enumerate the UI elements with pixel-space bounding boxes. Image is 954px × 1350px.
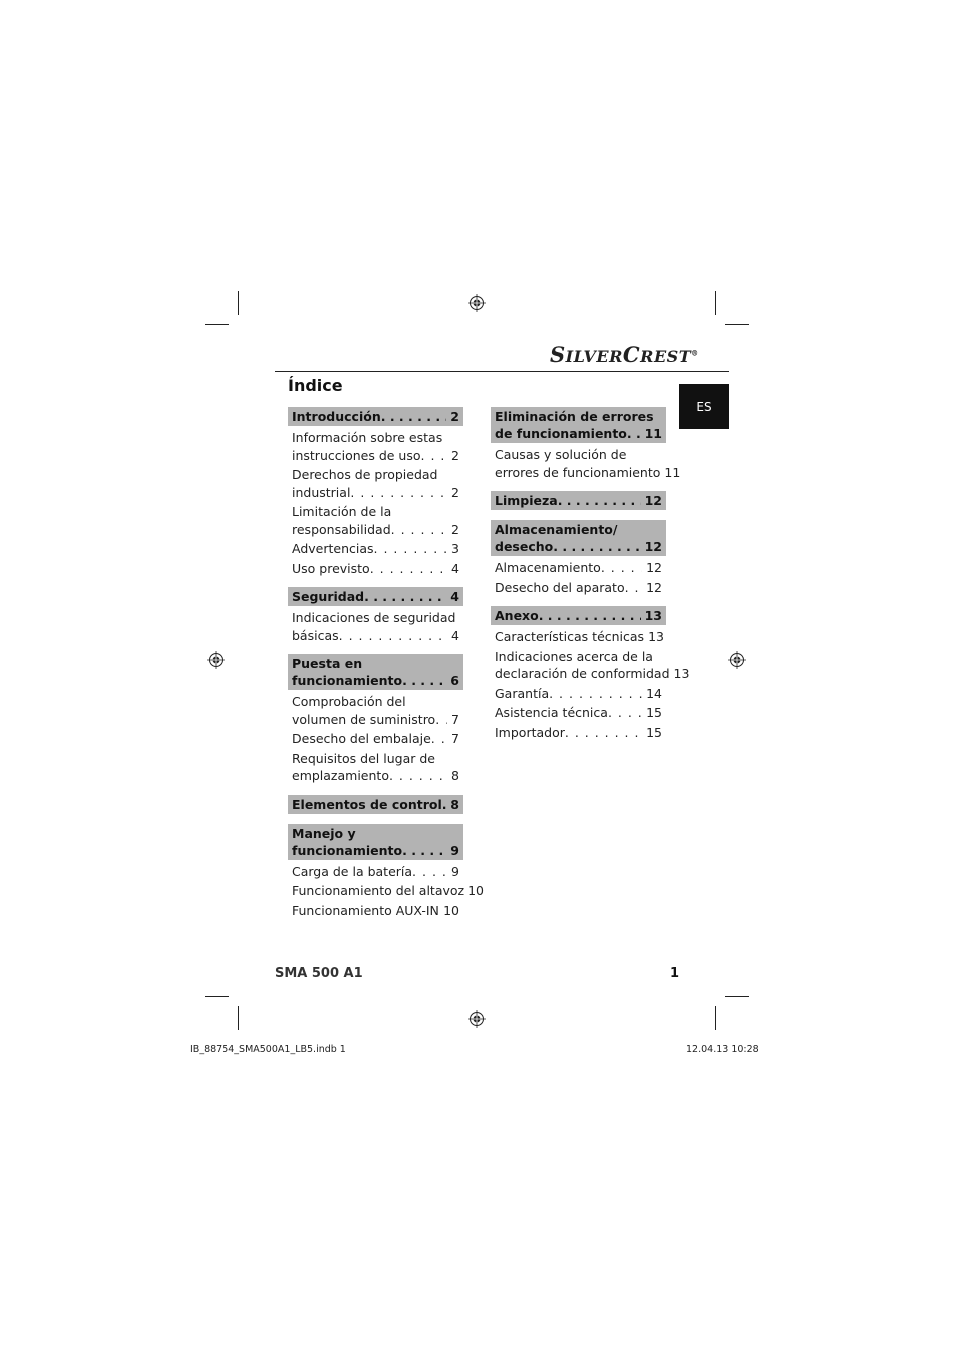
crop-mark (238, 1006, 239, 1030)
crop-mark (725, 324, 749, 325)
leader-dots (350, 484, 447, 502)
toc-section (288, 795, 463, 814)
toc-heading-text: Seguridad (292, 589, 365, 604)
toc-section-heading[interactable] (491, 491, 666, 510)
toc-entry-text: Comprobación del (292, 694, 406, 709)
toc-entry[interactable] (288, 693, 463, 728)
page-number: 1 (670, 966, 680, 981)
toc-entry[interactable] (491, 559, 666, 577)
toc-entry-text: Importador (495, 724, 565, 740)
registration-mark-icon (728, 651, 746, 669)
toc-page-number: 6 (450, 673, 459, 688)
toc-right-column (491, 407, 690, 751)
leader-dots (627, 425, 641, 442)
registration-mark-icon (207, 651, 225, 669)
toc-heading-text: funcionamiento (292, 842, 403, 858)
crop-mark (715, 1006, 716, 1030)
toc-entry[interactable] (491, 685, 666, 703)
imprint-file: IB_88754_SMA500A1_LB5.indb 1 (190, 1044, 346, 1055)
toc-page-number: 9 (451, 863, 459, 879)
toc-entry[interactable] (491, 628, 666, 646)
toc-page-number: 8 (450, 796, 459, 812)
toc-entry-text: Indicaciones de seguridad (292, 610, 456, 625)
toc-page-number: 15 (646, 705, 662, 720)
toc-page-number: 4 (450, 589, 459, 604)
toc-entry[interactable] (288, 609, 463, 644)
toc-entry-text: Causas y solución de (495, 447, 627, 462)
toc-section (491, 520, 666, 596)
toc-page-number: 2 (451, 521, 459, 537)
toc-entry[interactable] (491, 704, 666, 722)
toc-entry-text: instrucciones de uso (292, 447, 421, 463)
toc-page-number: 7 (451, 711, 459, 727)
toc-section-heading[interactable] (491, 606, 666, 625)
toc-heading-text: funcionamiento (292, 673, 403, 688)
toc-section-heading[interactable] (288, 795, 463, 814)
toc-entry-text: Carga de la batería (292, 863, 413, 879)
toc-page-number: 2 (450, 409, 459, 424)
toc-section-heading[interactable] (288, 654, 463, 690)
leader-dots (431, 730, 447, 748)
toc-entry-text: Funcionamiento AUX-IN (292, 902, 439, 918)
leader-dots (364, 588, 446, 605)
toc-page-number: 15 (646, 724, 662, 740)
toc-left-column (288, 407, 484, 929)
toc-entry-text: errores de funcionamiento (495, 464, 661, 480)
toc-entry-text: Almacenamiento (495, 560, 601, 575)
toc-entry-text: Garantía (495, 685, 550, 701)
toc-entry[interactable] (288, 863, 463, 881)
crop-mark (205, 996, 229, 997)
toc-page-number: 2 (451, 484, 459, 500)
leader-dots (339, 627, 447, 645)
leader-dots (412, 863, 447, 881)
leader-dots (402, 842, 446, 859)
toc-entry-text: Advertencias (292, 541, 374, 556)
toc-section (491, 606, 690, 741)
crop-mark (238, 291, 239, 315)
toc-entry[interactable] (288, 540, 463, 558)
toc-heading-text: Elementos de control (292, 796, 442, 812)
toc-page-number: 4 (451, 627, 459, 643)
toc-entry-text: Funcionamiento del altavoz (292, 883, 465, 898)
crop-mark (205, 324, 229, 325)
toc-page-number: 8 (451, 768, 459, 783)
toc-entry[interactable] (491, 724, 666, 742)
leader-dots (608, 704, 642, 722)
toc-entry-text: emplazamiento (292, 768, 389, 783)
toc-section-heading[interactable] (491, 520, 666, 556)
toc-entry-text: declaración de conformidad (495, 666, 670, 681)
toc-section-heading[interactable] (288, 587, 463, 606)
toc-section-heading[interactable] (491, 407, 666, 443)
toc-entry[interactable] (288, 466, 463, 501)
toc-page-number: 3 (451, 541, 459, 556)
leader-dots (370, 560, 447, 578)
toc-section (491, 491, 666, 510)
toc-entry[interactable] (491, 579, 666, 597)
toc-page-number: 12 (644, 539, 662, 554)
toc-entry[interactable] (288, 560, 463, 578)
toc-page-number: 10 (468, 883, 484, 898)
toc-section (288, 407, 463, 577)
toc-entry-text: Requisitos del lugar de (292, 750, 435, 766)
toc-page-number: 11 (644, 426, 662, 441)
toc-entry[interactable] (288, 503, 463, 538)
crop-mark (725, 996, 749, 997)
toc-section (288, 654, 463, 785)
toc-page-number: 10 (443, 902, 459, 918)
toc-page-number: 11 (664, 464, 681, 480)
leader-dots (553, 538, 640, 555)
toc-entry[interactable] (491, 648, 690, 683)
toc-entry-text: Uso previsto (292, 560, 370, 576)
toc-page-number: 14 (646, 685, 662, 701)
toc-page-number: 12 (646, 560, 662, 575)
leader-dots (549, 685, 642, 703)
toc-section (288, 587, 463, 644)
toc-entry-text: Información sobre estas (292, 430, 443, 445)
toc-entry[interactable] (288, 730, 463, 748)
toc-entry-text: Asistencia técnica (495, 705, 608, 720)
toc-section (491, 407, 681, 481)
toc-entry[interactable] (288, 429, 463, 464)
toc-entry-text: Características técnicas (495, 629, 645, 644)
leader-dots (601, 559, 642, 577)
toc-page-number: 2 (451, 447, 459, 463)
leader-dots (381, 408, 447, 425)
toc-heading-text: Eliminación de errores (495, 409, 654, 424)
toc-section-heading[interactable] (288, 407, 463, 426)
toc-heading-text: Anexo (495, 608, 539, 623)
leader-dots (625, 579, 642, 597)
toc-entry[interactable] (288, 882, 484, 900)
toc-entry-text: Desecho del aparato (495, 579, 625, 595)
imprint-date: 12.04.13 10:28 (686, 1044, 759, 1055)
registration-mark-icon (468, 294, 486, 312)
toc-entry-text: responsabilidad (292, 521, 391, 537)
toc-page-number: 13 (644, 608, 662, 623)
toc-heading-text: Manejo y (292, 825, 356, 841)
toc-page-number: 9 (450, 842, 459, 858)
leader-dots (421, 447, 448, 465)
header-rule (275, 371, 729, 372)
toc-page-number: 13 (673, 666, 690, 681)
toc-section-heading[interactable] (288, 824, 463, 860)
language-tab: ES (679, 384, 729, 429)
toc-heading-text: Limpieza (495, 493, 558, 508)
toc-entry-text: Indicaciones acerca de la (495, 648, 653, 664)
toc-section (288, 824, 484, 920)
brand-logo: SILVERCREST® (550, 342, 699, 367)
leader-dots (558, 492, 641, 509)
leader-dots (539, 607, 641, 624)
leader-dots (391, 521, 447, 539)
leader-dots (435, 711, 447, 729)
toc-entry-text: Limitación de la (292, 504, 392, 519)
toc-entry-text: Desecho del embalaje (292, 731, 431, 746)
model-name: SMA 500 A1 (275, 966, 363, 981)
toc-entry-text: volumen de suministro (292, 711, 436, 727)
leader-dots (565, 724, 642, 742)
leader-dots (389, 767, 447, 785)
toc-page-number: 12 (644, 493, 662, 508)
toc-entry[interactable] (491, 446, 681, 481)
toc-heading-text: de funcionamiento (495, 426, 627, 441)
toc-entry-text: industrial (292, 484, 351, 500)
crop-mark (715, 291, 716, 315)
toc-entry[interactable] (288, 902, 463, 920)
toc-heading-text: Introducción (292, 409, 381, 424)
toc-entry-text: Derechos de propiedad (292, 467, 438, 482)
toc-page-number: 12 (646, 579, 662, 595)
leader-dots (374, 540, 448, 558)
toc-page-number: 7 (451, 731, 459, 746)
toc-heading-text: Puesta en (292, 656, 363, 671)
toc-heading-text: desecho (495, 539, 554, 554)
toc-heading-text: Almacenamiento/ (495, 522, 618, 537)
registration-mark-icon (468, 1010, 486, 1028)
toc-page-number: 13 (648, 629, 664, 644)
toc-entry[interactable] (288, 750, 463, 785)
leader-dots (402, 672, 446, 689)
page-title: Índice (288, 376, 343, 395)
toc-page-number: 4 (451, 560, 459, 576)
toc-entry-text: básicas (292, 627, 339, 643)
